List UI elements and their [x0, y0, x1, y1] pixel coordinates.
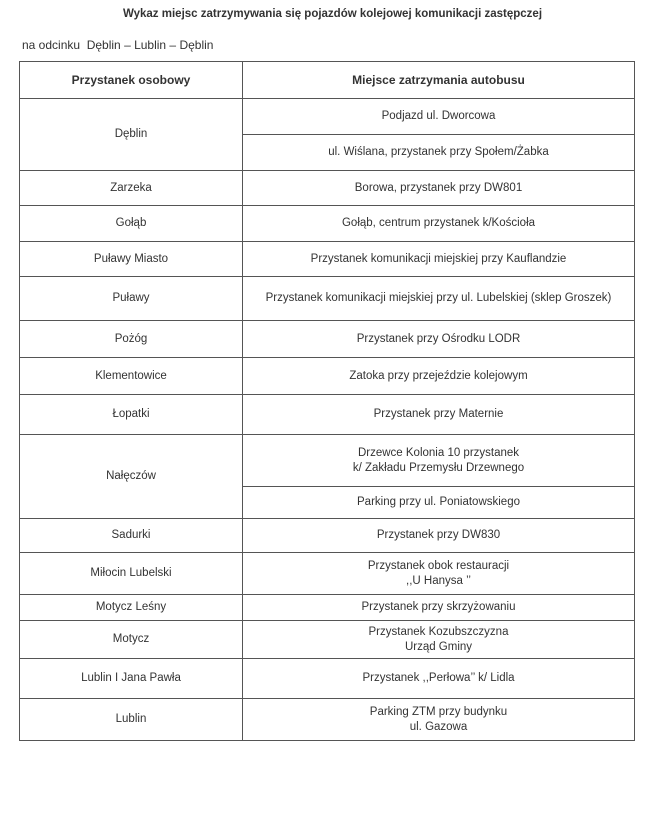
document-title: Wykaz miejsc zatrzymywania się pojazdów kolejowej komunikacji zastępczej: [122, 8, 543, 20]
bus-stop-cell: Parking przy ul. Poniatowskiego: [243, 487, 635, 519]
station-cell: Klementowice: [20, 358, 243, 395]
bus-stop-cell: Przystanek przy Maternie: [243, 395, 635, 435]
table-row: [20, 277, 635, 321]
table-row: [20, 358, 635, 395]
bus-stop-cell: Przystanek przy skrzyżowaniu: [243, 595, 635, 621]
bus-stop-cell: Przystanek Kozubszczyzna Urząd Gminy: [243, 621, 635, 659]
bus-stop-cell: Przystanek przy DW830: [243, 519, 635, 553]
bus-stop-cell: Przystanek przy Ośrodku LODR: [243, 321, 635, 358]
bus-stop-cell: Podjazd ul. Dworcowa: [243, 99, 635, 135]
bus-stop-cell: Przystanek obok restauracji ,,U Hanysa ’’: [243, 553, 635, 595]
station-cell: Motycz Leśny: [20, 595, 243, 621]
route-line: na odcinku Dęblin – Lublin – Dęblin: [22, 38, 214, 52]
table-row: [20, 435, 635, 487]
station-cell: Gołąb: [20, 206, 243, 242]
table-row: [20, 206, 635, 242]
bus-stop-cell: Przystanek komunikacji miejskiej przy ul. Lubelskiej (sklep Groszek): [243, 277, 635, 321]
bus-stop-cell: ul. Wiślana, przystanek przy Społem/Żabka: [243, 135, 635, 171]
station-cell: Sadurki: [20, 519, 243, 553]
station-cell: Lublin I Jana Pawła: [20, 659, 243, 699]
table-header-row: [20, 62, 635, 99]
table-row: [20, 595, 635, 621]
station-cell: Łopatki: [20, 395, 243, 435]
bus-stop-cell: Zatoka przy przejeździe kolejowym: [243, 358, 635, 395]
table-row: [20, 395, 635, 435]
table-row: [20, 553, 635, 595]
station-cell: Zarzeka: [20, 171, 243, 206]
table-row: [20, 321, 635, 358]
table-row: [20, 519, 635, 553]
table-row: [20, 659, 635, 699]
station-cell: Puławy: [20, 277, 243, 321]
bus-stop-cell: Gołąb, centrum przystanek k/Kościoła: [243, 206, 635, 242]
station-cell: Pożóg: [20, 321, 243, 358]
bus-stop-cell: Przystanek komunikacji miejskiej przy Kauflandzie: [243, 242, 635, 277]
bus-stop-cell: Parking ZTM przy budynku ul. Gazowa: [243, 699, 635, 741]
station-cell: Lublin: [20, 699, 243, 741]
station-cell: Miłocin Lubelski: [20, 553, 243, 595]
table-row: [20, 621, 635, 659]
table-row: [20, 99, 635, 135]
table-row: [20, 171, 635, 206]
bus-stop-cell: Przystanek ,,Perłowa’’ k/ Lidla: [243, 659, 635, 699]
bus-stop-cell: Drzewce Kolonia 10 przystanek k/ Zakładu Przemysłu Drzewnego: [243, 435, 635, 487]
table-body: [20, 99, 635, 741]
header-station: Przystanek osobowy: [20, 62, 243, 99]
header-bus-stop: Miejsce zatrzymania autobusu: [243, 62, 635, 99]
station-cell: Puławy Miasto: [20, 242, 243, 277]
station-cell: Dęblin: [20, 99, 243, 171]
bus-stop-cell: Borowa, przystanek przy DW801: [243, 171, 635, 206]
station-cell: Nałęczów: [20, 435, 243, 519]
table-row: [20, 242, 635, 277]
table-row: [20, 699, 635, 741]
stops-table: [19, 61, 635, 741]
station-cell: Motycz: [20, 621, 243, 659]
